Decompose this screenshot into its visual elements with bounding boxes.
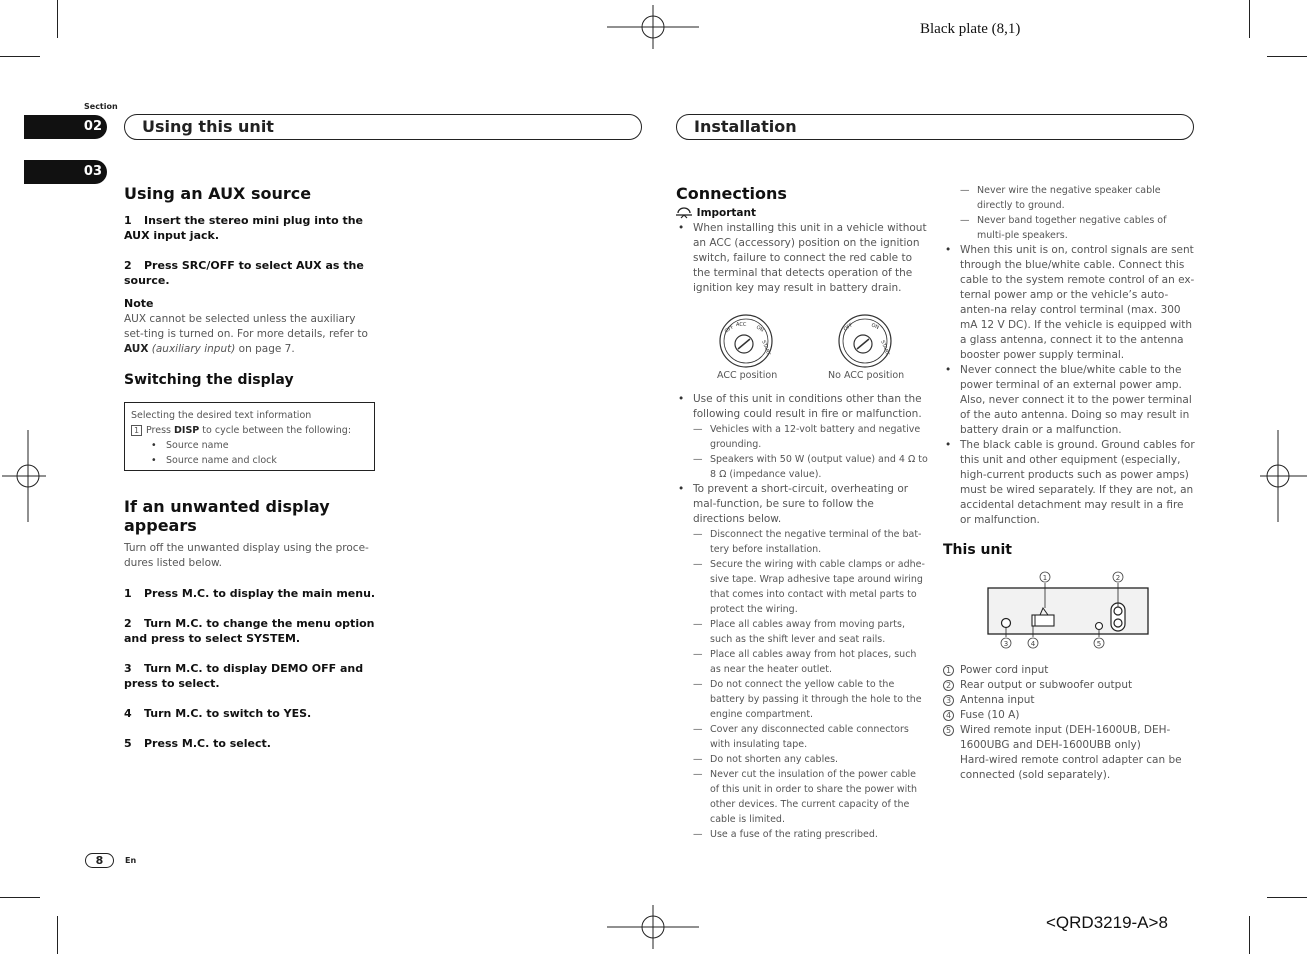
- document-code: <QRD3219-A>8: [1046, 913, 1168, 932]
- page-number: 8: [85, 853, 114, 868]
- callout-number: 1: [1042, 574, 1048, 582]
- ignition-acc-diagram: [716, 313, 776, 369]
- connections-section: [676, 184, 928, 296]
- aux-section: [124, 184, 376, 357]
- legend-item: 4 Fuse (10 A): [943, 708, 1195, 723]
- registration-mark-bottom: [607, 905, 699, 949]
- col3-dashes: [960, 183, 1194, 243]
- unwanted-section: [124, 497, 376, 751]
- ignition-label: START: [760, 339, 772, 357]
- switching-title: Switching the display: [124, 372, 294, 388]
- unit-rear-diagram: [985, 570, 1151, 652]
- ignition-label: ON: [870, 322, 880, 332]
- ignition-noacc-diagram: [835, 313, 895, 369]
- section-label: Section: [84, 102, 118, 111]
- registration-mark-right: [1260, 430, 1307, 522]
- direction-item: — Disconnect the negative terminal of the bat-tery before installation.: [693, 527, 928, 557]
- plate-label: Black plate (8,1): [920, 21, 1021, 37]
- switching-item: • Source name and clock: [149, 453, 368, 468]
- direction-item: — Secure the wiring with cable clamps or adhe-sive tape. Wrap adhesive tape around wiring that comes into contact with metal parts to protect the wiring.: [693, 557, 928, 617]
- direction-item: — Place all cables away from hot places, such as near the heater outlet.: [693, 647, 928, 677]
- direction-item: — Use a fuse of the rating prescribed.: [693, 827, 928, 842]
- ignition-label: ACC: [736, 322, 747, 328]
- switching-box-title: Selecting the desired text information: [131, 410, 312, 421]
- col3-bullets: [943, 243, 1195, 528]
- connections-bullet: • The black cable is ground. Ground cables for this unit and other equipment (especially, high-current products such as power amps) must be wired separately. If they are not, an accidental detachment may result in a fire or malfunction.: [943, 438, 1195, 528]
- direction-item: — Place all cables away from moving parts, such as the shift lever and seat rails.: [693, 617, 928, 647]
- direction-item: — Do not connect the yellow cable to the battery by passing it through the hole to the engine compartment.: [693, 677, 928, 722]
- callout-number: 2: [1115, 574, 1121, 582]
- aux-note-title: Note: [124, 297, 154, 310]
- unwanted-step-4: 4 Turn M.C. to switch to YES.: [124, 707, 312, 720]
- registration-mark-top: [607, 5, 699, 49]
- connections-bullet: • When this unit is on, control signals are sent through the blue/white cable. Connect this cable to the system remote control of an ex-ternal power amp or the vehicle’s auto-anten-na relay control terminal (max. 300 mA 12 V DC). If the vehicle is equipped with a glass antenna, connect it to the antenna booster power supply terminal.: [943, 243, 1195, 363]
- unwanted-title: If an unwanted display appears: [124, 497, 330, 535]
- noacc-caption: No ACC position: [828, 370, 905, 381]
- legend-item: 1 Power cord input: [943, 663, 1195, 678]
- switching-box: [124, 402, 375, 471]
- acc-caption: ACC position: [717, 370, 778, 381]
- important-heading: Important: [676, 207, 928, 219]
- wiring-warning: — Never wire the negative speaker cable directly to ground.: [960, 183, 1194, 213]
- condition-item: — Speakers with 50 W (output value) and 4 Ω to 8 Ω (impedance value).: [693, 452, 928, 482]
- callout-number: 4: [1030, 640, 1036, 648]
- banner-installation: Installation: [676, 114, 1194, 140]
- legend-item: 3 Antenna input: [943, 693, 1195, 708]
- callout-number: 5: [1096, 640, 1102, 648]
- connections-title: Connections: [676, 184, 787, 203]
- direction-item: — Cover any disconnected cable connectors with insulating tape.: [693, 722, 928, 752]
- legend-extra: Hard-wired remote control adapter can be connected (sold separately).: [960, 754, 1182, 781]
- unwanted-step-1: 1 Press M.C. to display the main menu.: [124, 587, 376, 600]
- connections-conditions: [676, 392, 928, 842]
- condition-item: — Vehicles with a 12-volt battery and negative grounding.: [693, 422, 928, 452]
- section-tab-other[interactable]: 03: [24, 160, 107, 184]
- language-code: En: [125, 856, 137, 865]
- ignition-label: OFF: [842, 322, 855, 333]
- connections-bullet: • Use of this unit in conditions other than the following could result in fire or malfunction.: [676, 392, 928, 422]
- connections-bullet: • When installing this unit in a vehicle without an ACC (accessory) position on the ignition switch, failure to connect the red cable to the terminal that detects operation of the ignition key may result in battery drain.: [676, 221, 928, 296]
- aux-step-2: 2 Press SRC/OFF to select AUX as the source.: [124, 259, 364, 287]
- aux-title: Using an AUX source: [124, 184, 312, 203]
- switching-item: • Source name: [149, 438, 368, 453]
- important-icon: [676, 207, 693, 219]
- switching-box-step: 1 Press DISP to cycle between the following:: [131, 423, 368, 438]
- ignition-label: OFF: [723, 324, 736, 335]
- callout-number: 3: [1003, 640, 1009, 648]
- ignition-label: ON: [755, 324, 765, 334]
- aux-step-1: 1 Insert the stereo mini plug into the AUX input jack.: [124, 214, 364, 242]
- section-tab-active[interactable]: 02: [24, 115, 107, 139]
- direction-item: — Never cut the insulation of the power cable of this unit in order to share the power with other devices. The current capacity of the cable is limited.: [693, 767, 928, 827]
- unwanted-intro: Turn off the unwanted display using the proce-dures listed below.: [124, 542, 369, 569]
- connections-bullet: • To prevent a short-circuit, overheating or mal-function, be sure to follow the directions below.: [676, 482, 928, 527]
- unwanted-step-3: 3 Turn M.C. to display DEMO OFF and press to select.: [124, 662, 364, 690]
- legend-item: 2 Rear output or subwoofer output: [943, 678, 1195, 693]
- banner-using-this-unit: Using this unit: [124, 114, 642, 140]
- ignition-label: START: [879, 339, 891, 357]
- wiring-warning: — Never band together negative cables of multi-ple speakers.: [960, 213, 1194, 243]
- registration-mark-left: [2, 430, 46, 522]
- legend-item: 5 Wired remote input (DEH-1600UB, DEH-1600UBG and DEH-1600UBB only): [943, 723, 1195, 753]
- connections-bullet: • Never connect the blue/white cable to the power terminal of an external power amp. Also, never connect it to the power terminal of the auto antenna. Doing so may result in battery drain or a malfunction.: [943, 363, 1195, 438]
- unwanted-step-5: 5 Press M.C. to select.: [124, 737, 271, 750]
- unwanted-step-2: 2 Turn M.C. to change the menu option and press to select SYSTEM.: [124, 617, 375, 645]
- aux-note-text: AUX cannot be selected unless the auxiliary set-ting is turned on. For more details, refer to AUX (auxiliary input) on page 7.: [124, 313, 368, 355]
- this-unit-title: This unit: [943, 542, 1012, 558]
- unit-legend: [943, 663, 1195, 783]
- direction-item: — Do not shorten any cables.: [693, 752, 928, 767]
